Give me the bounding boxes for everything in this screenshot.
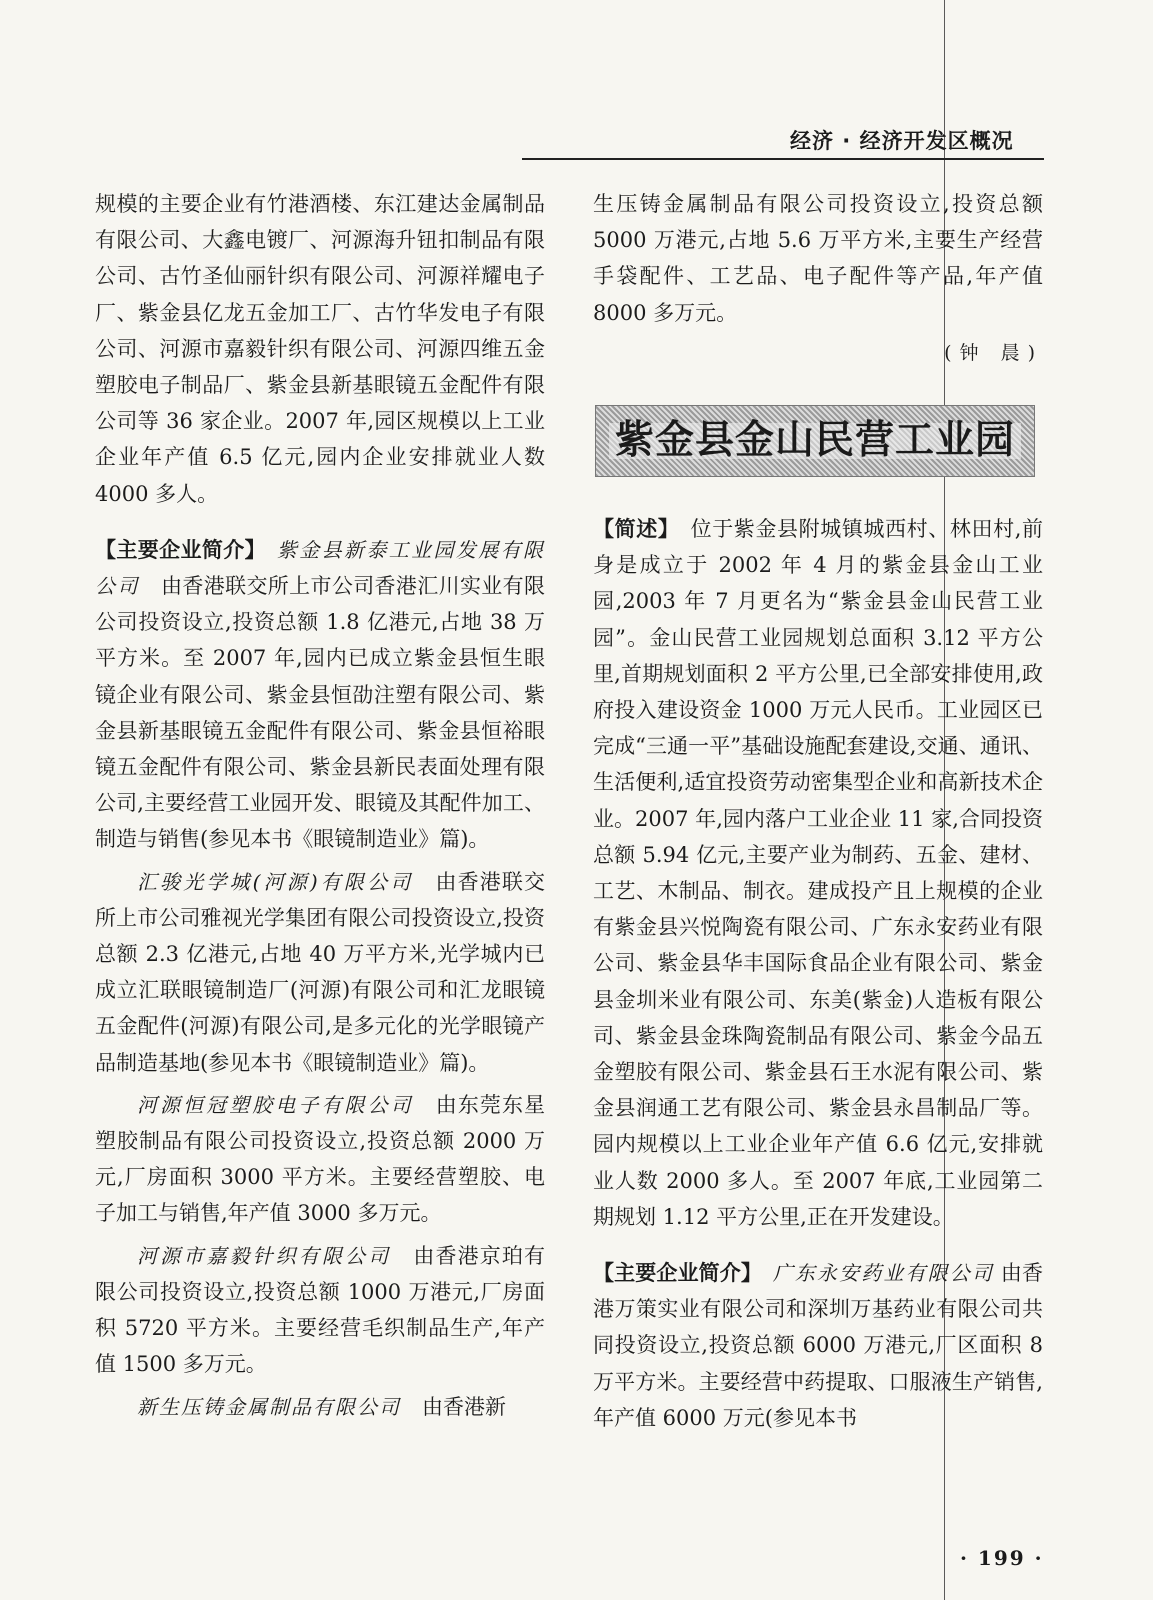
company-description: 由香港京珀有限公司投资设立,投资总额 1000 万港元,厂房面积 5720 平方米。主要经营毛织制品生产,年产值 1500 多万元。 <box>95 1243 546 1377</box>
company-entry <box>95 1389 545 1425</box>
section-overview <box>593 511 1043 1235</box>
company-description: 由香港新 <box>422 1394 506 1419</box>
company-description: 由香港万策实业有限公司和深圳万基药业有限公司共同投资设立,投资总额 6000 万港元,厂区面积 8 万平方米。主要经营中药提取、口服液生产销售,年产值 6000 万元(参见本书 <box>593 1261 1044 1430</box>
section-main-enterprises-left <box>95 532 545 858</box>
right-column <box>593 186 1043 1436</box>
section-title: 紫金县金山民营工业园 <box>609 423 1021 459</box>
section-main-enterprises-right <box>593 1255 1043 1436</box>
company-description: 由香港联交所上市公司雅视光学集团有限公司投资设立,投资总额 2.3 亿港元,占地 40 万平方米,光学城内已成立汇联眼镜制造厂(河源)有限公司和汇龙眼镜五金配件(河源)有限公司,是多元化的光学眼镜产品制造基地(参见本书《眼镜制造业》篇)。 <box>95 869 546 1075</box>
company-name: 广东永安药业有限公司 <box>772 1261 995 1286</box>
company-name: 汇骏光学城(河源)有限公司 <box>137 869 414 894</box>
company-description: 由东莞东星塑胶制品有限公司投资设立,投资总额 2000 万元,厂房面积 3000 平方米。主要经营塑胶、电子加工与销售,年产值 3000 多万元。 <box>95 1092 546 1226</box>
section-label: 【简述】 <box>593 517 669 542</box>
author-signature: (钟 晨) <box>944 341 1043 364</box>
company-name: 紫金县新泰工业园发展有限公司 <box>95 537 545 599</box>
company-entry <box>95 864 545 1081</box>
page-number: · 199 · <box>960 1546 1044 1570</box>
section-title-banner <box>595 405 1035 477</box>
right-paragraph-1: 生压铸金属制品有限公司投资设立,投资总额 5000 万港元,占地 5.6 万平方米,主要生产经营手袋配件、工艺品、电子配件等产品,年产值 8000 多万元。 <box>593 192 1043 325</box>
left-column <box>95 186 545 1425</box>
company-name: 新生压铸金属制品有限公司 <box>137 1394 401 1419</box>
overview-text: 位于紫金县附城镇城西村、林田村,前身是成立于 2002 年 4 月的紫金县金山工业园,2003 年 7 月更名为“紫金县金山民营工业园”。金山民营工业园规划总面积 3.12 平方公里,首期规划面积 2 平方公里,已全部安排使用,政府投入建设资金 1000 万元人民币。工业园区已完成“三通一平”基础设施配套建设,交通、通讯、生活便利,适宜投资劳动密集型企业和高新技术企业。2007 年,园内落户工业企业 11 家,合同投资总额 5.94 亿元,主要产业为制药、五金、建材、工艺、木制品、制衣。建成投产且上规模的企业有紫金县兴悦陶瓷有限公司、广东永安药业有限公司、紫金县华丰国际食品企业有限公司、紫金县金圳米业有限公司、东美(紫金)人造板有限公司、紫金县金珠陶瓷制品有限公司、紫金今品五金塑胶有限公司、紫金县石王水泥有限公司、紫金县润通工艺有限公司、紫金县永昌制品厂等。园内规模以上工业企业年产值 6.6 亿元,安排就业人数 2000 多人。至 2007 年底,工业园第二期规划 1.12 平方公里,正在开发建设。 <box>593 517 1044 1229</box>
section-label: 【主要企业简介】 <box>95 537 256 562</box>
company-name: 河源市嘉毅针织有限公司 <box>137 1243 392 1268</box>
company-entry <box>95 1087 545 1232</box>
company-name: 河源恒冠塑胶电子有限公司 <box>137 1092 414 1117</box>
left-paragraph-1: 规模的主要企业有竹港酒楼、东江建达金属制品有限公司、大鑫电镀厂、河源海升钮扣制品有限公司、古竹圣仙丽针织有限公司、河源祥耀电子厂、紫金县亿龙五金加工厂、古竹华发电子有限公司、河源市嘉毅针织有限公司、河源四维五金塑胶电子制品厂、紫金县新基眼镜五金配件有限公司等 36 家企业。2007 年,园区规模以上工业企业年产值 6.5 亿元,园内企业安排就业人数 4000 多人。 <box>95 192 545 506</box>
company-entry <box>95 1238 545 1383</box>
company-description: 由香港联交所上市公司香港汇川实业有限公司投资设立,投资总额 1.8 亿港元,占地 38 万平方米。至 2007 年,园内已成立紫金县恒生眼镜企业有限公司、紫金县恒劭注塑有限公司、紫金县新基眼镜五金配件有限公司、紫金县恒裕眼镜五金配件有限公司、紫金县新民表面处理有限公司,主要经营工业园开发、眼镜及其配件加工、制造与销售(参见本书《眼镜制造业》篇)。 <box>95 574 546 852</box>
section-label: 【主要企业简介】 <box>593 1261 752 1286</box>
running-header: 经济 · 经济开发区概况 <box>790 129 1014 153</box>
header-rule <box>522 158 1044 160</box>
